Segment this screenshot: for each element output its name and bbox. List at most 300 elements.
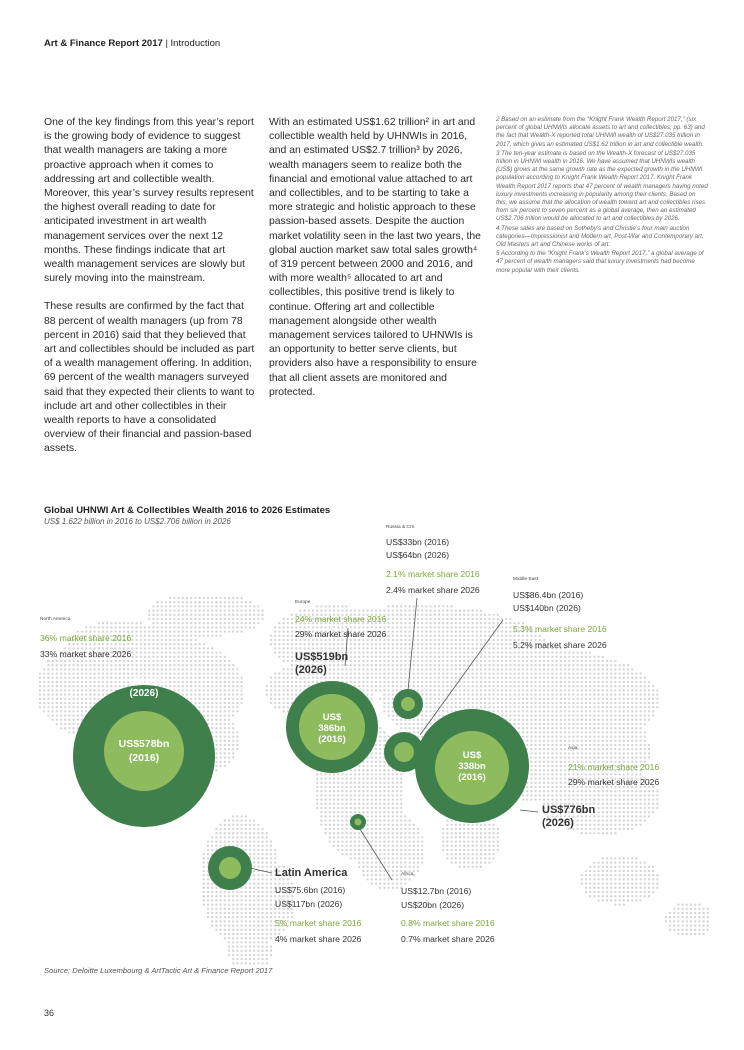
map-dot [463,664,465,666]
map-dot [51,689,53,691]
map-dot [492,651,494,653]
map-dot [362,664,364,666]
map-dot [152,609,154,611]
map-dot [602,744,604,746]
map-dot [560,794,562,796]
map-dot [165,639,167,641]
map-dot [585,656,587,658]
map-dot [400,622,402,624]
map-dot [379,651,381,653]
map-dot [291,630,293,632]
map-dot [375,807,377,809]
map-dot [593,672,595,674]
map-dot [631,723,633,725]
map-dot [127,626,129,628]
map-dot [207,651,209,653]
map-dot [43,702,45,704]
map-dot [564,744,566,746]
map-dot [266,685,268,687]
map-dot [476,651,478,653]
map-dot [400,618,402,620]
map-dot [379,664,381,666]
map-dot [245,614,247,616]
map-dot [333,605,335,607]
map-dot [232,597,234,599]
map-dot [417,647,419,649]
map-dot [434,643,436,645]
map-dot [635,677,637,679]
map-dot [459,614,461,616]
map-dot [467,698,469,700]
map-dot [144,651,146,653]
map-dot [400,605,402,607]
map-dot [429,651,431,653]
map-dot [324,790,326,792]
map-dot [308,643,310,645]
map-dot [471,706,473,708]
map-dot [236,672,238,674]
map-dot [459,635,461,637]
map-dot [379,798,381,800]
map-dot [295,689,297,691]
map-dot [232,698,234,700]
map-dot [207,609,209,611]
map-dot [627,677,629,679]
map-dot [387,672,389,674]
map-dot [135,647,137,649]
map-dot [522,693,524,695]
map-dot [270,689,272,691]
map-dot [488,651,490,653]
map-dot [610,698,612,700]
map-dot [228,702,230,704]
map-dot [93,664,95,666]
map-dot [593,748,595,750]
map-dot [534,727,536,729]
map-dot [450,677,452,679]
map-dot [597,748,599,750]
map-dot [467,672,469,674]
map-dot [530,752,532,754]
map-dot [215,609,217,611]
map-dot [396,672,398,674]
map-dot [585,702,587,704]
map-dot [484,656,486,658]
map-dot [93,677,95,679]
map-dot [383,803,385,805]
map-dot [400,681,402,683]
map-dot [341,811,343,813]
map-dot [505,643,507,645]
map-dot [362,643,364,645]
map-dot [484,639,486,641]
map-dot [207,605,209,607]
map-dot [568,698,570,700]
map-dot [236,710,238,712]
map-dot [434,672,436,674]
map-dot [530,698,532,700]
map-dot [366,798,368,800]
map-dot [404,626,406,628]
map-dot [518,668,520,670]
map-dot [194,630,196,632]
map-dot [106,643,108,645]
map-dot [639,689,641,691]
map-dot [333,811,335,813]
map-dot [417,672,419,674]
map-dot [543,782,545,784]
map-dot [329,794,331,796]
map-dot [387,605,389,607]
map-dot [492,689,494,691]
map-dot [404,609,406,611]
map-dot [207,706,209,708]
map-dot [467,660,469,662]
map-dot [148,639,150,641]
map-dot [362,609,364,611]
map-dot [417,626,419,628]
map-dot [89,660,91,662]
map-dot [606,723,608,725]
map-dot [287,626,289,628]
map-dot [530,756,532,758]
map-dot [614,698,616,700]
map-dot [551,786,553,788]
map-dot [572,719,574,721]
map-dot [60,672,62,674]
map-dot [429,672,431,674]
map-dot [421,693,423,695]
map-dot [631,668,633,670]
map-dot [404,660,406,662]
map-dot [434,614,436,616]
map-dot [93,681,95,683]
map-dot [484,664,486,666]
map-dot [203,710,205,712]
map-dot [375,744,377,746]
map-dot [81,643,83,645]
map-dot [480,622,482,624]
map-dot [131,647,133,649]
map-dot [480,618,482,620]
map-dot [518,698,520,700]
map-dot [228,752,230,754]
map-dot [60,714,62,716]
map-dot [261,618,263,620]
map-dot [245,601,247,603]
map-dot [148,618,150,620]
map-dot [413,672,415,674]
map-dot [480,681,482,683]
map-dot [131,672,133,674]
map-dot [501,668,503,670]
map-dot [589,698,591,700]
map-dot [173,626,175,628]
map-dot [387,614,389,616]
map-dot [354,794,356,796]
map-dot [564,740,566,742]
map-dot [387,782,389,784]
map-dot [333,639,335,641]
map-dot [522,702,524,704]
map-dot [177,626,179,628]
map-dot [383,643,385,645]
map-dot [522,660,524,662]
map-dot [564,698,566,700]
map-dot [505,668,507,670]
map-dot [522,635,524,637]
map-dot [266,689,268,691]
map-dot [635,681,637,683]
map-dot [505,706,507,708]
map-dot [72,681,74,683]
map-dot [476,706,478,708]
map-dot [169,597,171,599]
map-dot [618,790,620,792]
map-dot [287,689,289,691]
map-dot [215,672,217,674]
map-dot [497,635,499,637]
map-dot [623,714,625,716]
map-dot [459,609,461,611]
map-dot [631,752,633,754]
map-dot [215,626,217,628]
map-dot [392,630,394,632]
map-dot [43,689,45,691]
map-dot [291,672,293,674]
map-dot [203,668,205,670]
map-dot [228,660,230,662]
map-dot [291,698,293,700]
map-dot [593,698,595,700]
map-dot [606,719,608,721]
map-dot [182,651,184,653]
map-dot [392,622,394,624]
map-dot [463,626,465,628]
map-dot [396,782,398,784]
map-dot [287,639,289,641]
map-dot [77,668,79,670]
map-dot [501,698,503,700]
map-dot [589,693,591,695]
map-dot [77,643,79,645]
map-dot [211,706,213,708]
map-dot [555,651,557,653]
map-dot [408,622,410,624]
map-dot [228,614,230,616]
map-dot [408,643,410,645]
map-dot [526,706,528,708]
map-dot [429,660,431,662]
map-dot [371,794,373,796]
map-dot [396,777,398,779]
map-dot [526,672,528,674]
map-dot [228,706,230,708]
map-dot [274,681,276,683]
map-dot [434,719,436,721]
map-dot [597,744,599,746]
map-dot [224,706,226,708]
map-dot [392,651,394,653]
map-dot [413,685,415,687]
map-dot [425,710,427,712]
map-dot [316,609,318,611]
map-dot [93,689,95,691]
map-dot [589,706,591,708]
map-dot [194,660,196,662]
map-dot [362,773,364,775]
map-dot [560,756,562,758]
map-dot [568,756,570,758]
map-dot [572,660,574,662]
map-dot [442,664,444,666]
map-dot [421,727,423,729]
map-dot [564,677,566,679]
map-dot [114,626,116,628]
map-dot [471,618,473,620]
map-dot [513,719,515,721]
map-dot [320,807,322,809]
map-dot [530,672,532,674]
map-dot [194,702,196,704]
map-dot [400,803,402,805]
map-dot [602,672,604,674]
map-dot [564,748,566,750]
map-dot [77,672,79,674]
map-dot [350,807,352,809]
map-dot [635,752,637,754]
map-dot [547,689,549,691]
map-dot [358,660,360,662]
map-dot [480,609,482,611]
map-dot [274,702,276,704]
map-dot [392,693,394,695]
map-dot [203,630,205,632]
map-dot [417,677,419,679]
map-dot [219,635,221,637]
map-dot [320,609,322,611]
map-dot [85,706,87,708]
map-dot [228,672,230,674]
map-dot [560,744,562,746]
map-dot [560,719,562,721]
map-dot [114,622,116,624]
map-dot [387,630,389,632]
map-dot [413,660,415,662]
map-dot [446,622,448,624]
map-dot [135,664,137,666]
map-dot [236,605,238,607]
map-dot [387,811,389,813]
map-dot [194,685,196,687]
map-dot [602,710,604,712]
map-dot [123,672,125,674]
map-dot [576,672,578,674]
map-dot [585,794,587,796]
map-dot [140,672,142,674]
map-dot [593,656,595,658]
map-dot [560,769,562,771]
map-dot [446,630,448,632]
map-dot [169,647,171,649]
map-dot [627,723,629,725]
map-dot [291,651,293,653]
map-dot [551,710,553,712]
map-dot [383,740,385,742]
map-dot [194,672,196,674]
map-dot [135,630,137,632]
map-dot [576,727,578,729]
map-dot [627,790,629,792]
map-dot [51,672,53,674]
map-dot [488,647,490,649]
map-dot [396,803,398,805]
map-dot [564,664,566,666]
map-dot [194,609,196,611]
map-dot [539,735,541,737]
map-dot [480,660,482,662]
map-dot [232,752,234,754]
map-dot [488,660,490,662]
map-dot [644,740,646,742]
map-dot [228,601,230,603]
map-dot [345,605,347,607]
map-dot [270,635,272,637]
map-dot [534,777,536,779]
map-dot [471,672,473,674]
map-dot [110,643,112,645]
map-dot [602,794,604,796]
map-dot [438,651,440,653]
map-dot [408,651,410,653]
map-dot [610,681,612,683]
map-dot [182,626,184,628]
map-dot [295,639,297,641]
map-dot [396,605,398,607]
map-dot [43,685,45,687]
map-dot [648,803,650,805]
map-dot [568,693,570,695]
map-dot [576,689,578,691]
map-dot [278,689,280,691]
map-dot [434,710,436,712]
map-dot [623,752,625,754]
map-dot [156,664,158,666]
map-dot [614,672,616,674]
map-dot [85,681,87,683]
map-dot [131,643,133,645]
map-dot [421,672,423,674]
map-dot [400,660,402,662]
map-dot [576,723,578,725]
map-dot [455,651,457,653]
map-dot [354,769,356,771]
map-dot [417,614,419,616]
map-dot [492,693,494,695]
map-dot [148,614,150,616]
map-dot [459,643,461,645]
map-dot [543,744,545,746]
map-dot [144,664,146,666]
map-dot [362,672,364,674]
map-dot [417,681,419,683]
map-dot [530,702,532,704]
map-dot [207,614,209,616]
map-dot [652,714,654,716]
map-dot [295,643,297,645]
map-dot [627,752,629,754]
map-dot [232,727,234,729]
